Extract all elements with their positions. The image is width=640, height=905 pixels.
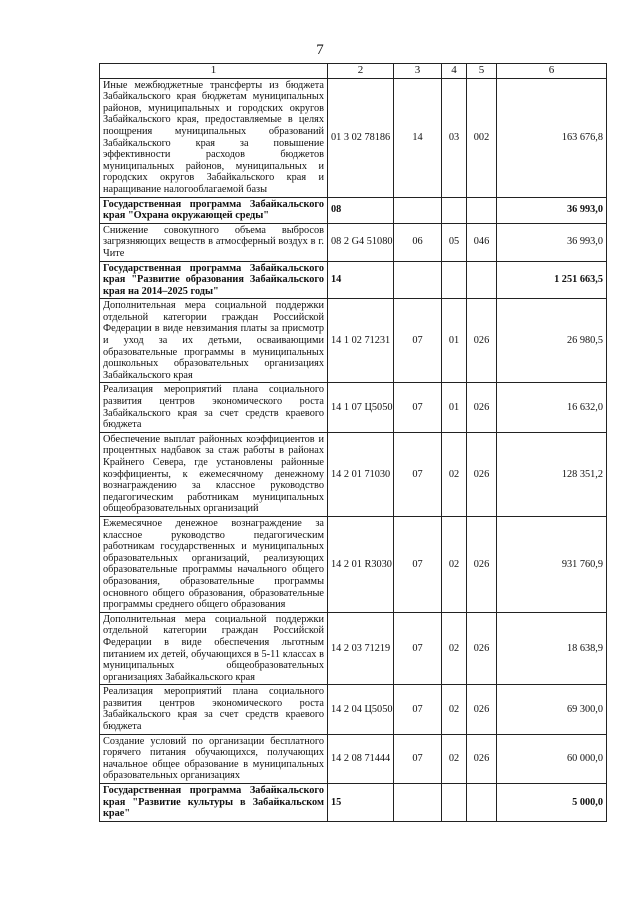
row-code-cell: 01 3 02 78186 [328, 78, 394, 197]
table-row [100, 516, 607, 612]
row-name-cell: Создание условий по организации бесплатного горячего питания обучающихся, получающих начальное общее образование в муниципальных образовательных организациях [100, 734, 328, 783]
row-subsection-cell: 05 [442, 223, 467, 261]
row-type-cell: 026 [467, 299, 497, 383]
row-type-cell [467, 784, 497, 822]
row-type-cell [467, 261, 497, 299]
row-type-cell: 026 [467, 432, 497, 516]
row-subsection-cell: 02 [442, 432, 467, 516]
row-code-cell: 14 2 08 71444 [328, 734, 394, 783]
row-name-cell: Дополнительная мера социальной поддержки отдельной категории граждан Российской Федерации в виде невзимания платы за присмотр и уход за их детьми, осваивающими образовательные программы в муниципальных дошкольных образовательных организациях Забайкальского края [100, 299, 328, 383]
table-row [100, 432, 607, 516]
row-name-cell: Реализация мероприятий плана социального развития центров экономического роста Забайкальского края за счет средств краевого бюджета [100, 383, 328, 432]
row-type-cell: 026 [467, 612, 497, 685]
row-subsection-cell: 01 [442, 299, 467, 383]
row-type-cell: 026 [467, 383, 497, 432]
row-name-cell: Обеспечение выплат районных коэффициентов и процентных надбавок за стаж работы в районах Крайнего Севера, где установлены районные коэффициенты, к ежемесячному денежному вознаграждению за классное руководство педагогическим работникам муниципальных общеобразовательных организаций [100, 432, 328, 516]
row-section-cell: 07 [394, 432, 442, 516]
header-cell: 2 [328, 64, 394, 79]
row-type-cell [467, 197, 497, 223]
row-section-cell [394, 784, 442, 822]
header-cell: 4 [442, 64, 467, 79]
row-amount-cell: 128 351,2 [497, 432, 607, 516]
row-subsection-cell: 02 [442, 734, 467, 783]
row-code-cell: 14 2 01 R3030 [328, 516, 394, 612]
row-subsection-cell [442, 197, 467, 223]
row-type-cell: 026 [467, 734, 497, 783]
table-row [100, 261, 607, 299]
table-row [100, 685, 607, 734]
table-row [100, 734, 607, 783]
row-code-cell: 14 2 01 71030 [328, 432, 394, 516]
budget-table [99, 63, 607, 822]
row-section-cell: 07 [394, 299, 442, 383]
row-name-cell: Реализация мероприятий плана социального развития центров экономического роста Забайкальского края за счет средств краевого бюджета [100, 685, 328, 734]
row-code-cell: 14 2 04 Ц5050 [328, 685, 394, 734]
header-cell: 5 [467, 64, 497, 79]
row-amount-cell: 931 760,9 [497, 516, 607, 612]
table-row [100, 223, 607, 261]
table-row [100, 197, 607, 223]
row-type-cell: 026 [467, 516, 497, 612]
row-code-cell: 14 [328, 261, 394, 299]
row-code-cell: 14 1 02 71231 [328, 299, 394, 383]
row-code-cell: 15 [328, 784, 394, 822]
table-row [100, 612, 607, 685]
row-subsection-cell: 03 [442, 78, 467, 197]
row-amount-cell: 16 632,0 [497, 383, 607, 432]
row-subsection-cell: 02 [442, 516, 467, 612]
header-cell: 6 [497, 64, 607, 79]
header-cell: 1 [100, 64, 328, 79]
row-amount-cell: 36 993,0 [497, 197, 607, 223]
row-subsection-cell: 01 [442, 383, 467, 432]
row-type-cell: 002 [467, 78, 497, 197]
row-section-cell: 14 [394, 78, 442, 197]
table-header-row [100, 64, 607, 79]
header-cell: 3 [394, 64, 442, 79]
row-name-cell: Дополнительная мера социальной поддержки отдельной категории граждан Российской Федерации в виде обеспечения льготным питанием их детей, обучающихся в 5-11 классах в муниципальных общеобразовательных организациях Забайкальского края [100, 612, 328, 685]
table-row [100, 383, 607, 432]
row-code-cell: 08 [328, 197, 394, 223]
row-section-cell: 07 [394, 612, 442, 685]
page-number: 7 [316, 42, 324, 58]
row-section-cell [394, 197, 442, 223]
row-name-cell: Иные межбюджетные трансферты из бюджета Забайкальского края бюджетам муниципальных районов, муниципальных и городских округов Забайкальского края, предоставляемые в целях поощрения муниципальных образований Забайкальского края за повышение эффективности расходов бюджетов муниципальных районов, муниципальных и городских округов Забайкальского края и наращивание налогооблагаемой базы [100, 78, 328, 197]
row-subsection-cell [442, 261, 467, 299]
row-section-cell: 07 [394, 685, 442, 734]
table-row [100, 78, 607, 197]
row-section-cell: 07 [394, 734, 442, 783]
table-row [100, 784, 607, 822]
row-amount-cell: 69 300,0 [497, 685, 607, 734]
row-subsection-cell: 02 [442, 685, 467, 734]
row-code-cell: 14 2 03 71219 [328, 612, 394, 685]
row-subsection-cell: 02 [442, 612, 467, 685]
row-section-cell: 07 [394, 383, 442, 432]
row-subsection-cell [442, 784, 467, 822]
table-row [100, 299, 607, 383]
row-amount-cell: 5 000,0 [497, 784, 607, 822]
row-name-cell: Государственная программа Забайкальского края "Развитие образования Забайкальского края на 2014–2025 годы" [100, 261, 328, 299]
row-section-cell: 06 [394, 223, 442, 261]
row-section-cell: 07 [394, 516, 442, 612]
row-section-cell [394, 261, 442, 299]
row-amount-cell: 18 638,9 [497, 612, 607, 685]
row-amount-cell: 36 993,0 [497, 223, 607, 261]
row-amount-cell: 1 251 663,5 [497, 261, 607, 299]
row-code-cell: 08 2 G4 51080 [328, 223, 394, 261]
row-name-cell: Снижение совокупного объема выбросов загрязняющих веществ в атмосферный воздух в г. Чите [100, 223, 328, 261]
row-code-cell: 14 1 07 Ц5050 [328, 383, 394, 432]
row-name-cell: Ежемесячное денежное вознаграждение за классное руководство педагогическим работникам государственных и муниципальных образовательных организаций, реализующих образовательные программы начального общего образования, образовательные программы основного общего образования, образовательные программы среднего общего образования [100, 516, 328, 612]
row-type-cell: 026 [467, 685, 497, 734]
row-amount-cell: 60 000,0 [497, 734, 607, 783]
row-type-cell: 046 [467, 223, 497, 261]
row-name-cell: Государственная программа Забайкальского края "Развитие культуры в Забайкальском крае" [100, 784, 328, 822]
row-amount-cell: 26 980,5 [497, 299, 607, 383]
row-name-cell: Государственная программа Забайкальского края "Охрана окружающей среды" [100, 197, 328, 223]
row-amount-cell: 163 676,8 [497, 78, 607, 197]
